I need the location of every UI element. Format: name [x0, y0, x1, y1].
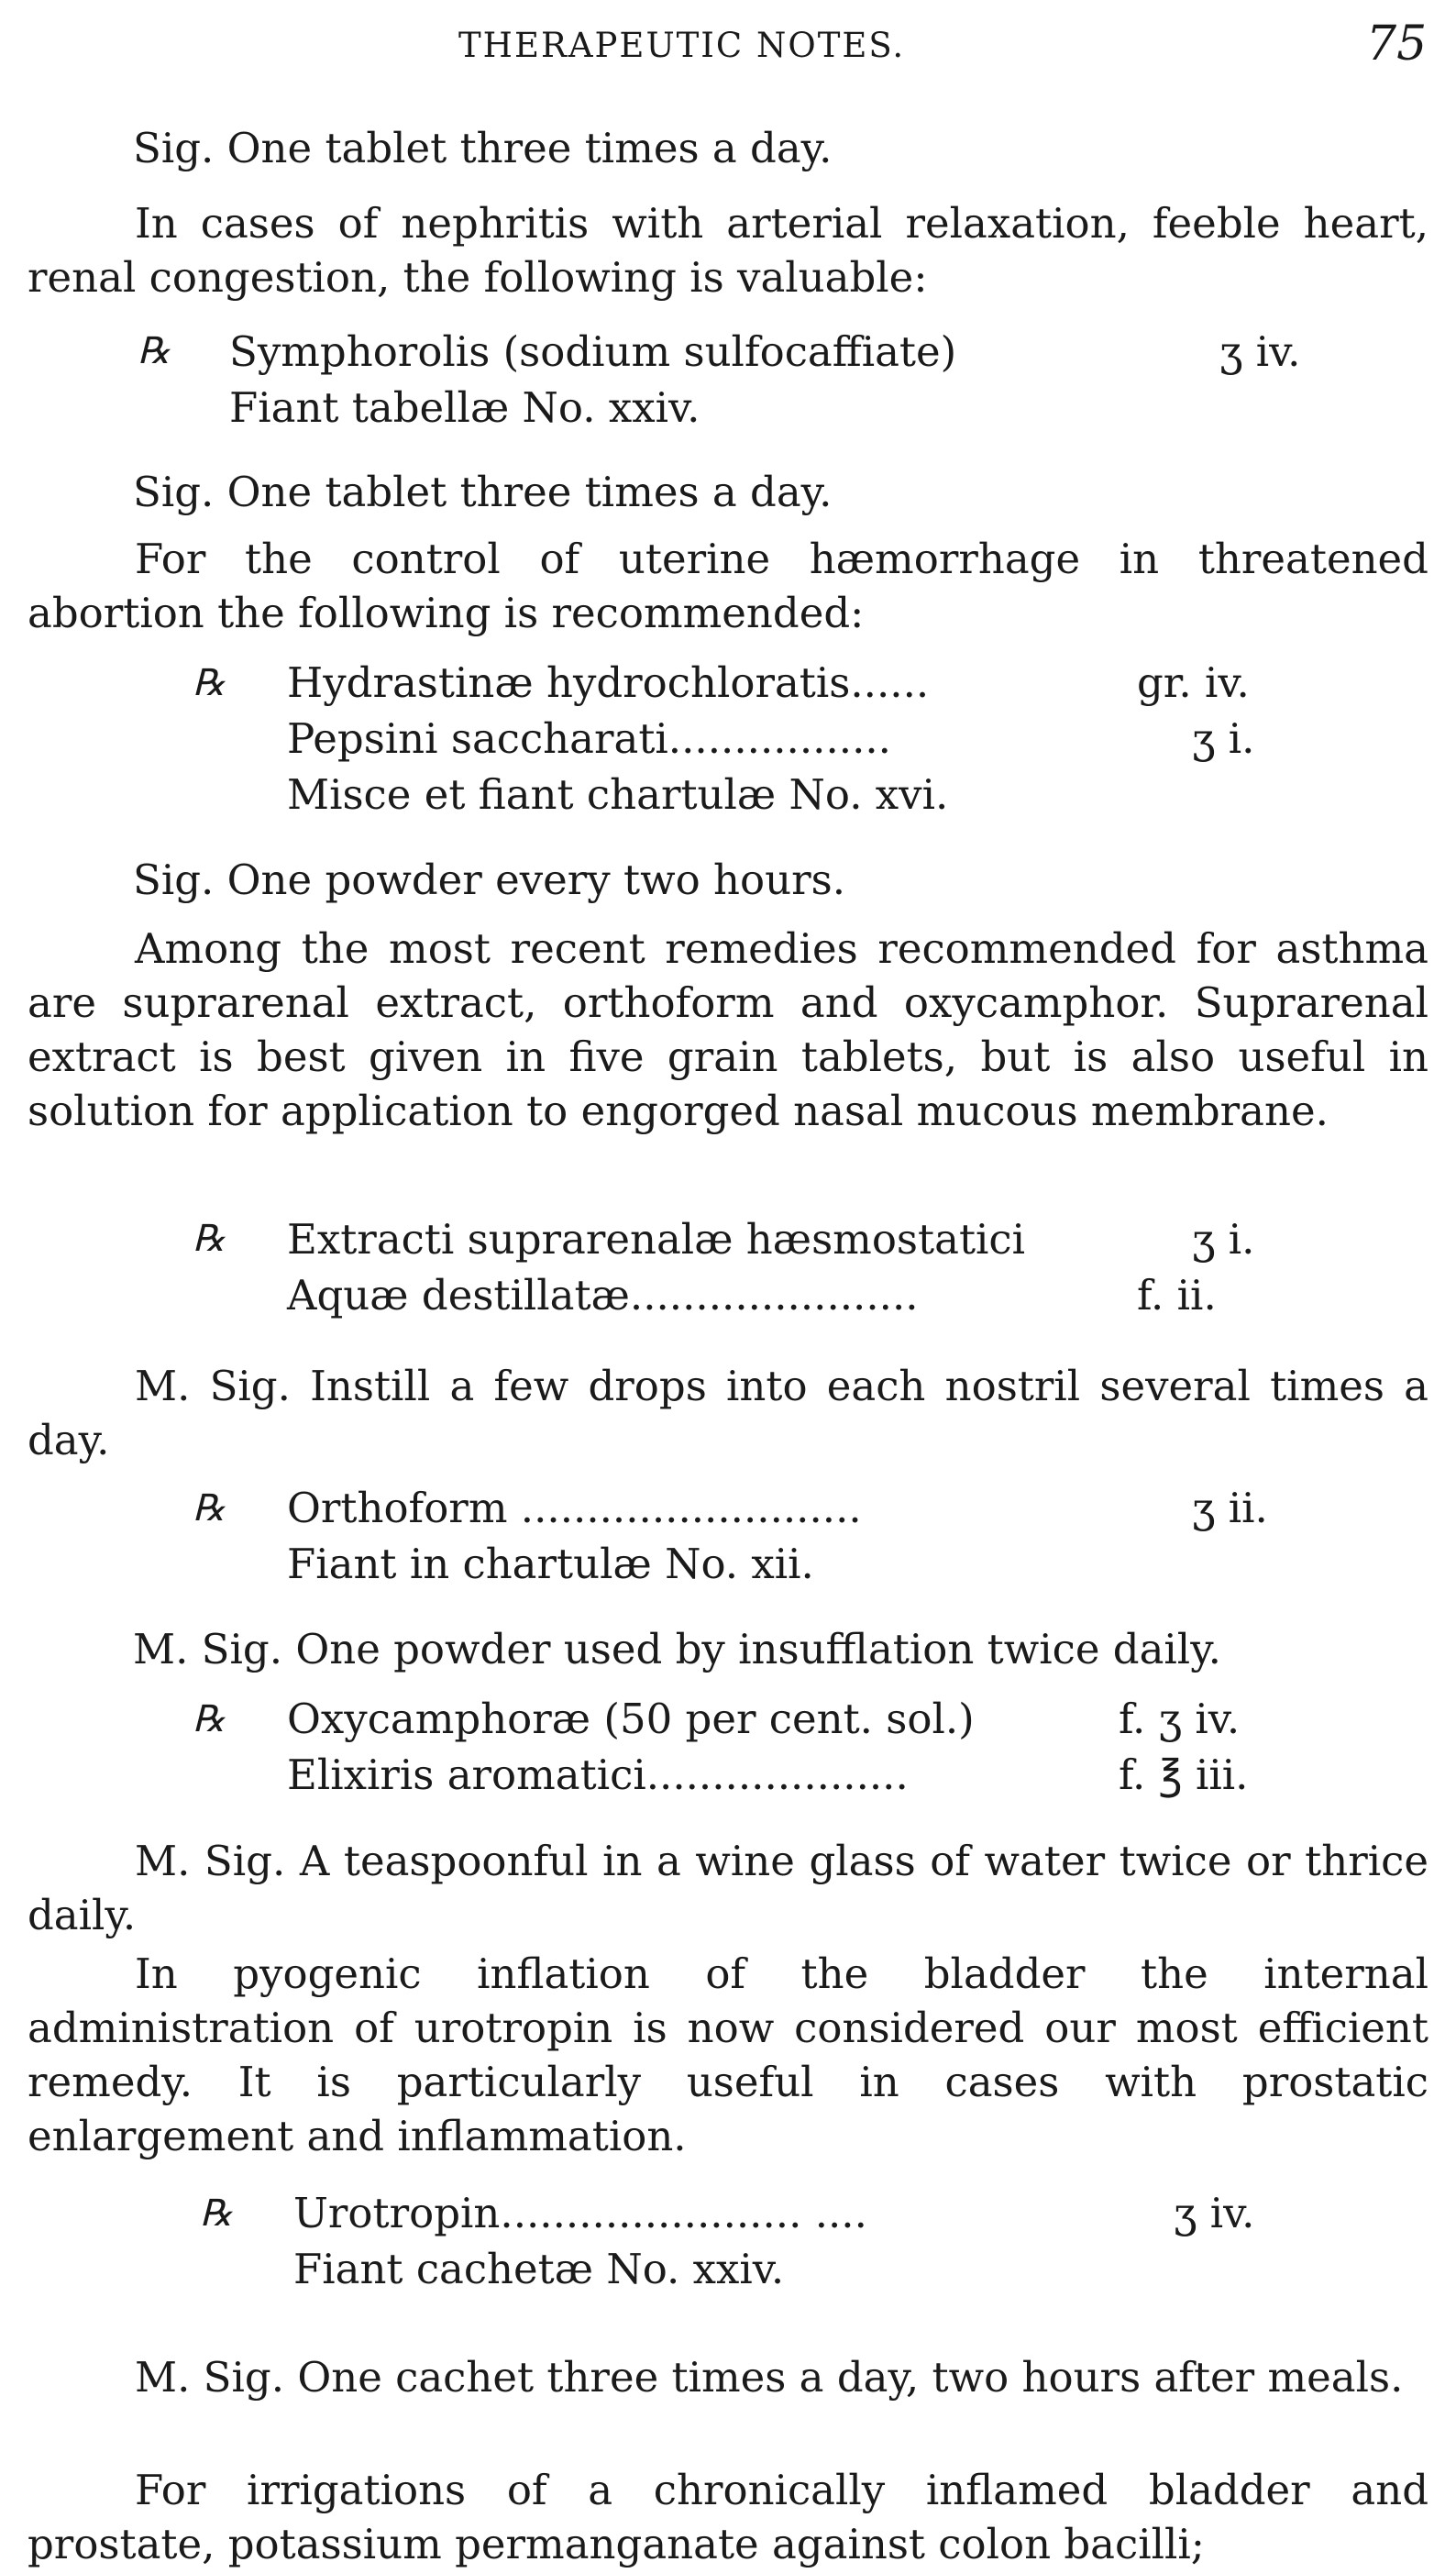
- body-paragraph: Among the most recent remedies recommended for asthma are suprarenal extract, orthoform and oxycamphor. Suprarenal extract is best given in five grain tablets, but is also useful in solution for application to engorged nasal mucous membrane.: [28, 924, 1428, 1135]
- prescription-line: Fiant tabellæ No. xxiv.: [229, 383, 700, 432]
- prescription-line: Oxycamphoræ (50 per cent. sol.): [287, 1695, 975, 1743]
- prescription-line: Misce et fiant chartulæ No. xvi.: [287, 770, 949, 819]
- prescription-quantity: f. ʒ iv.: [1119, 1695, 1241, 1743]
- prescription-quantity: ʒ iv.: [1219, 327, 1301, 376]
- sig-line: Sig. One tablet three times a day.: [133, 124, 833, 172]
- recipe-symbol: ℞: [193, 1218, 226, 1260]
- prescription-line: Symphorolis (sodium sulfocaffiate): [229, 327, 957, 376]
- prescription-quantity: gr. iv.: [1137, 658, 1250, 707]
- prescription-quantity: ʒ ii.: [1192, 1484, 1268, 1532]
- sig-line: Sig. One powder every two hours.: [133, 856, 845, 904]
- prescription-line: Fiant in chartulæ No. xii.: [287, 1540, 814, 1588]
- sig-line: M. Sig. One powder used by insufflation twice daily.: [133, 1625, 1221, 1673]
- body-paragraph: M. Sig. One cachet three times a day, two hours after meals.: [135, 2353, 1404, 2402]
- recipe-symbol: ℞: [200, 2192, 233, 2235]
- prescription-quantity: f. ii.: [1137, 1271, 1217, 1320]
- sig-line: Sig. One tablet three times a day.: [133, 468, 833, 516]
- prescription-quantity: ʒ i.: [1192, 714, 1255, 763]
- running-header: THERAPEUTIC NOTES.: [458, 26, 906, 65]
- prescription-line: Urotropin....................... ....: [293, 2189, 867, 2237]
- prescription-line: Aquæ destillatæ......................: [287, 1271, 919, 1320]
- body-paragraph: For the control of uterine hæmorrhage in threatened abortion the following is recommended:: [28, 535, 1428, 637]
- prescription-line: Hydrastinæ hydrochloratis......: [287, 658, 930, 707]
- prescription-line: Fiant cachetæ No. xxiv.: [293, 2245, 785, 2293]
- recipe-symbol: ℞: [193, 1698, 226, 1740]
- body-paragraph: M. Sig. Instill a few drops into each nostril several times a day.: [28, 1362, 1428, 1464]
- prescription-line: Orthoform ..........................: [287, 1484, 862, 1532]
- recipe-symbol: ℞: [193, 1487, 226, 1529]
- body-paragraph: M. Sig. A teaspoonful in a wine glass of water twice or thrice daily.: [28, 1837, 1428, 1939]
- body-paragraph: In cases of nephritis with arterial relaxation, feeble heart, renal congestion, the following is valuable:: [28, 199, 1428, 302]
- prescription-line: Extracti suprarenalæ hæsmostatici: [287, 1215, 1026, 1264]
- prescription-line: Elixiris aromatici....................: [287, 1750, 909, 1799]
- prescription-quantity: ʒ iv.: [1174, 2189, 1255, 2237]
- page-number: 75: [1366, 17, 1428, 72]
- recipe-symbol: ℞: [193, 662, 226, 704]
- prescription-quantity: f. ℥ iii.: [1119, 1750, 1249, 1799]
- body-paragraph: For irrigations of a chronically inflamed bladder and prostate, potassium permanganate against colon bacilli;: [28, 2466, 1428, 2568]
- recipe-symbol: ℞: [138, 330, 171, 372]
- prescription-line: Pepsini saccharati.................: [287, 714, 891, 763]
- body-paragraph: In pyogenic inflation of the bladder the internal administration of urotropin is now considered our most efficient remedy. It is particularly useful in cases with prostatic enlargement and inflammation.: [28, 1949, 1428, 2160]
- prescription-quantity: ʒ i.: [1192, 1215, 1255, 1264]
